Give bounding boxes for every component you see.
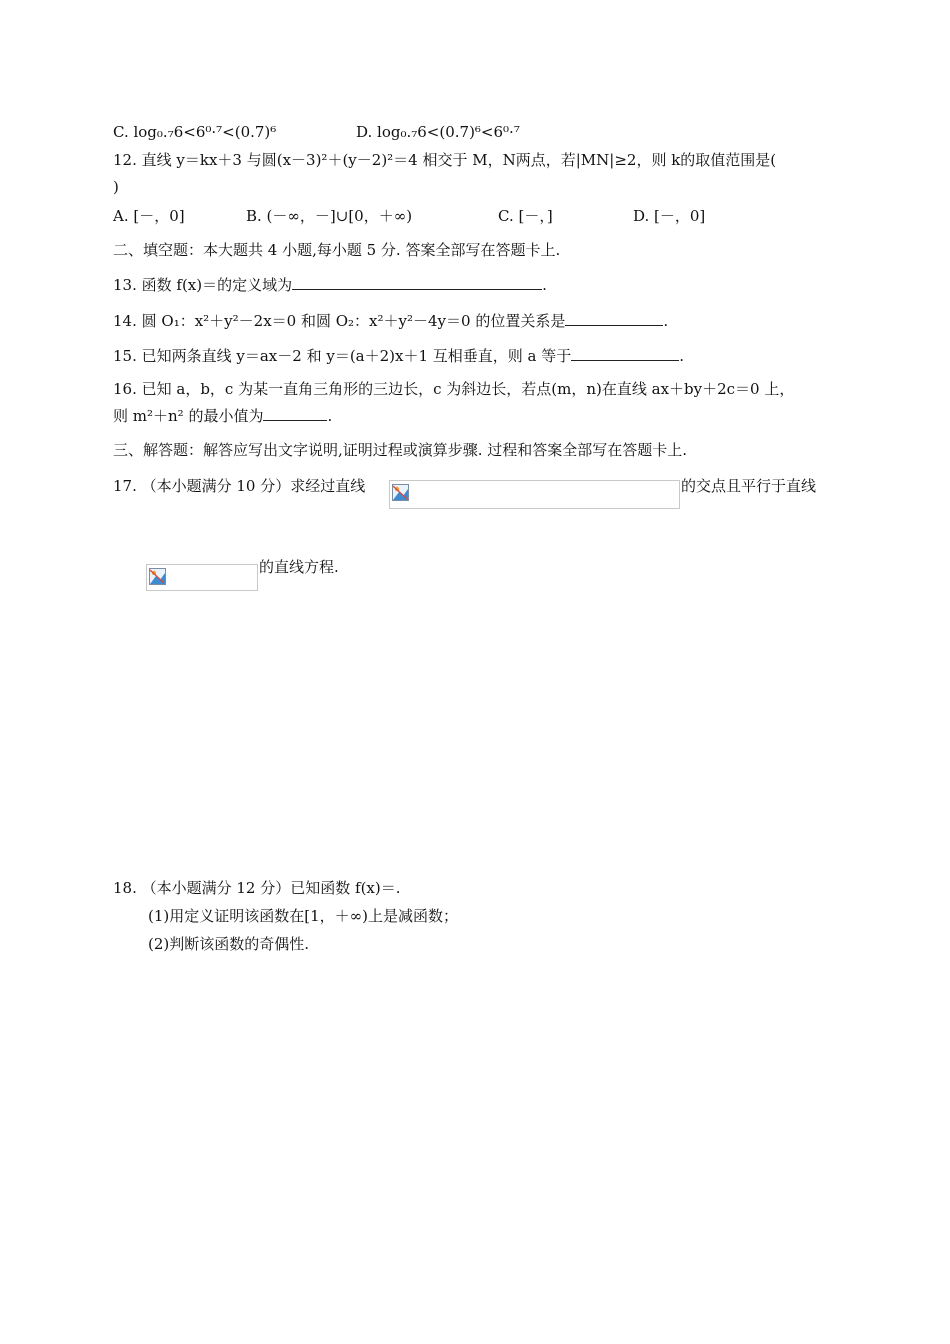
- q13: [113, 275, 547, 295]
- q15-end: .: [679, 347, 685, 365]
- q12-option-c: C. [－，]: [498, 207, 553, 225]
- q12-option-d: D. [－，0]: [633, 207, 706, 225]
- q16-answer-blank: [263, 406, 327, 421]
- q15-text: 15. 已知两条直线 y＝ax－2 和 y＝(a＋2)x＋1 互相垂直，则 a 等于: [113, 347, 572, 365]
- q12-option-a: A. [－，0]: [113, 207, 185, 225]
- q16-line2-wrap: [113, 406, 332, 426]
- q14-answer-blank: [565, 311, 663, 326]
- q13-answer-blank: [292, 275, 542, 290]
- q17-missing-formula-image-2: [146, 564, 258, 591]
- q12-stem: 12. 直线 y＝kx＋3 与圆(x－3)²＋(y－2)²＝4 相交于 M，N两点，若|MN|≥2，则 k的取值范围是(: [113, 151, 777, 169]
- q11-option-d: D. log₀.₇6<(0.7)⁶<6⁰·⁷: [356, 123, 520, 141]
- q14-end: .: [663, 312, 669, 330]
- q15: [113, 346, 684, 366]
- q18-stem: 18. （本小题满分 12 分）已知函数 f(x)＝.: [113, 879, 401, 897]
- q11-option-c: C. log₀.₇6<6⁰·⁷<(0.7)⁶: [113, 123, 277, 141]
- q17-part2: 的交点且平行于直线: [681, 477, 817, 495]
- q18-sub1: (1)用定义证明该函数在[1，＋∞)上是减函数；: [148, 907, 458, 925]
- section-heading-fill-blank: 二、填空题：本大题共 4 小题,每小题 5 分. 答案全部写在答题卡上.: [113, 241, 561, 259]
- broken-image-icon: [149, 568, 166, 585]
- q15-answer-blank: [571, 346, 679, 361]
- q18-sub2: (2)判断该函数的奇偶性.: [148, 935, 310, 953]
- broken-image-icon: [392, 484, 409, 501]
- q17-missing-formula-image-1: [389, 480, 680, 509]
- section-heading-solutions: 三、解答题：解答应写出文字说明,证明过程或演算步骤. 过程和答案全部写在答题卡上.: [113, 441, 688, 459]
- q17-part1: 17. （本小题满分 10 分）求经过直线: [113, 477, 366, 495]
- q13-text: 13. 函数 f(x)＝的定义域为: [113, 276, 293, 294]
- q14-text: 14. 圆 O₁：x²＋y²－2x＝0 和圆 O₂：x²＋y²－4y＝0 的位置关系是: [113, 312, 566, 330]
- q14: [113, 311, 668, 331]
- q16-line1: 16. 已知 a，b，c 为某一直角三角形的三边长，c 为斜边长，若点(m，n)在直线 ax＋by＋2c＝0 上，: [113, 380, 795, 398]
- q13-end: .: [542, 276, 547, 294]
- q16-line2: 则 m²＋n² 的最小值为: [113, 407, 264, 425]
- q17-part3: 的直线方程.: [259, 558, 339, 576]
- q12-option-b: B. (－∞，－]∪[0，＋∞): [246, 207, 413, 225]
- q12-stem-end: ): [113, 178, 119, 196]
- q16-end: .: [327, 407, 333, 425]
